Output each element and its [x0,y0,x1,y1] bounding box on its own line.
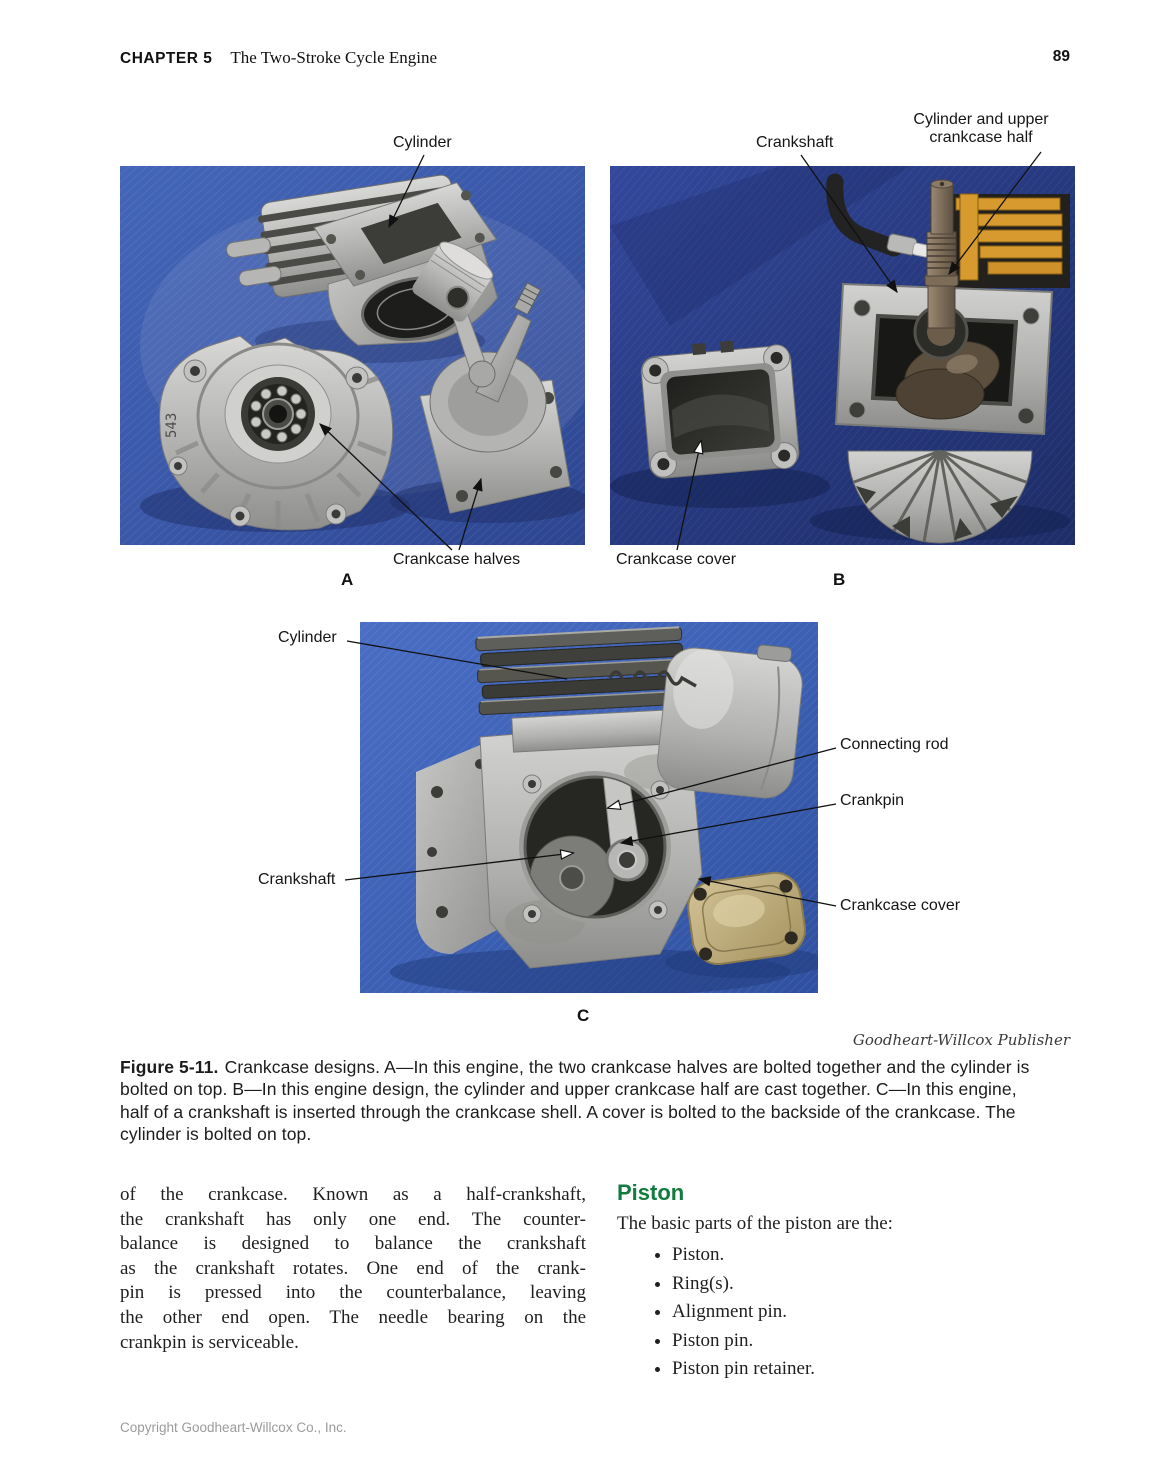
paragraph-line: crankpin is serviceable. [120,1331,299,1353]
figure-letter-a: A [341,570,354,589]
photo-c-half-crankshaft [360,622,818,993]
piston-heading: Piston [617,1180,685,1205]
muffler-box [655,635,806,800]
label-b-cylinder-upper [905,111,1057,147]
paragraph-line: balance is designed to balance the crankshaft [120,1233,586,1255]
label-b-cylinder-upper-line2: crankcase half [929,129,1033,146]
label-c-crankpin: Crankpin [840,792,905,809]
paragraph-line: of the crankcase. Known as a half-crankshaft, [120,1184,586,1205]
yellow-flywheel-part [948,194,1070,288]
gold-crankcase-cover [685,869,808,967]
paragraph-line: the other end open. The needle bearing on the [120,1306,586,1328]
bullet-item: • Piston pin retainer. [672,1355,1082,1384]
label-b-cylinder-upper-line1: Cylinder and upper [913,111,1049,128]
engine-photo-c-illustration [360,622,818,993]
page-number: 89 [1052,48,1070,65]
label-a-crankcase-halves: Crankcase halves [393,551,521,568]
label-c-connecting-rod: Connecting rod [840,736,949,753]
engine-photo-a-illustration [120,166,585,545]
piston-bullet-list [617,1241,1082,1384]
bullet-item: • Piston. [672,1241,1082,1270]
figure-caption-text: Crankcase designs. A—In this engine, the two crankcase halves are bolted together and the cylinder is bolted on top. B—In this engine design, the cylinder and upper crankcase half are cast together. C—In this engine, half of a crankshaft is inserted through the crankcase shell. A cover is bolted to the backside of the crankcase. The cylinder is bolted on top. [120,1057,1030,1145]
book-title: The Two-Stroke Cycle Engine [230,48,438,67]
paragraph-line: pin is pressed into the counterbalance, leaving [120,1282,586,1304]
figure-letter-c: C [577,1006,590,1025]
figure-caption-label: Figure 5-11. [120,1057,219,1077]
label-b-crankcase-cover: Crankcase cover [616,551,737,568]
engine-photo-b-illustration [610,166,1075,545]
figure-caption [120,1056,1045,1146]
bullet-item: • Piston pin. [672,1327,1082,1356]
label-c-crankcase-cover: Crankcase cover [840,897,961,914]
page-header [120,48,437,68]
chapter-label: CHAPTER 5 [120,50,213,67]
photo-attribution: Goodheart-Willcox Publisher [852,1031,1070,1049]
label-b-crankshaft: Crankshaft [756,134,834,151]
body-right-column [617,1180,1082,1384]
bullet-item: • Alignment pin. [672,1298,1082,1327]
bullet-item: • Ring(s). [672,1270,1082,1299]
paragraph-line: the crankshaft has only one end. The counter- [120,1208,586,1230]
body-left-column [120,1183,586,1355]
piston-intro: The basic parts of the piston are the: [617,1213,893,1234]
paragraph-line: as the crankshaft rotates. One end of the crank- [120,1257,586,1279]
label-a-cylinder: Cylinder [393,134,452,151]
crankcase-cover-part [639,336,800,481]
footer-copyright: Copyright Goodheart-Willcox Co., Inc. [120,1420,347,1435]
label-c-cylinder: Cylinder [278,629,337,646]
figure-letter-b: B [833,570,846,589]
label-c-crankshaft: Crankshaft [258,871,336,888]
casting-marking: 543 [164,412,180,438]
photo-a-crankcase-halves [120,166,585,545]
photo-b-cast-crankcase [610,166,1075,545]
